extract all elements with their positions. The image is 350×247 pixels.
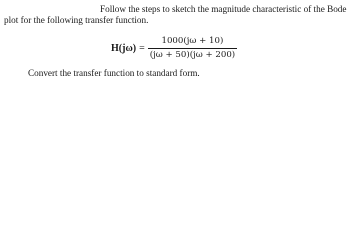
transfer-function-fraction — [148, 36, 237, 61]
problem-intro-line-2: plot for the following transfer function. — [4, 15, 149, 25]
equation-lhs: H(jω) — [111, 42, 137, 54]
step-instruction: Convert the transfer function to standard form. — [28, 68, 200, 78]
fraction-denominator: (jω + 50)(jω + 200) — [149, 49, 236, 60]
problem-intro-line-1: Follow the steps to sketch the magnitude characteristic of the Bode — [100, 4, 347, 14]
problem-statement — [4, 4, 347, 26]
fraction-numerator: 1000(jω + 10) — [161, 35, 224, 46]
transfer-function-equation — [111, 35, 237, 61]
equals-sign: = — [139, 42, 145, 54]
